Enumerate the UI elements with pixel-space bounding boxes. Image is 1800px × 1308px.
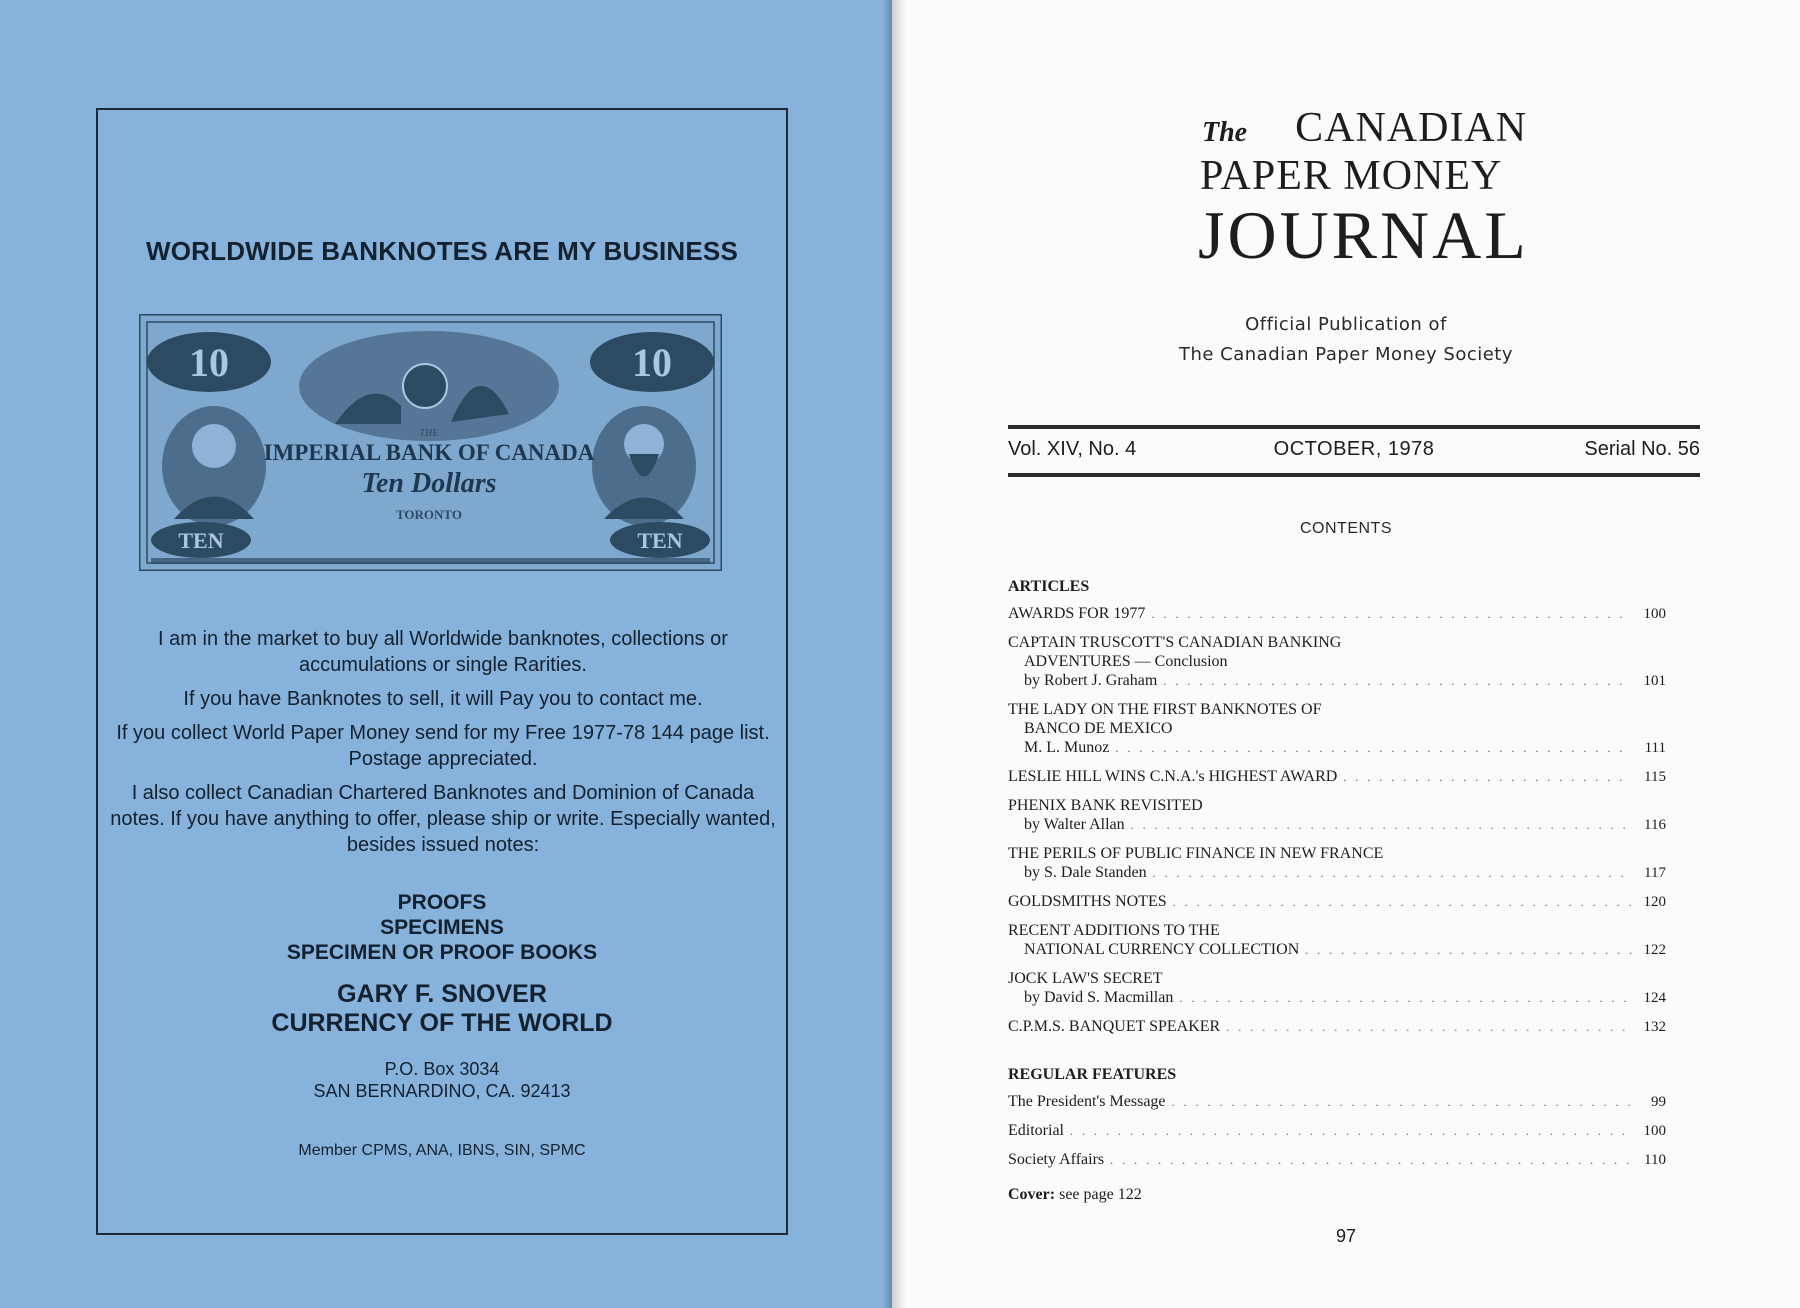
toc-title-line: RECENT ADDITIONS TO THE bbox=[1008, 922, 1220, 939]
toc-label: by Walter Allan bbox=[1024, 816, 1125, 833]
toc-title-line: JOCK LAW'S SECRET bbox=[1008, 970, 1163, 987]
toc-row bbox=[1008, 863, 1666, 883]
bottom-rule bbox=[1008, 473, 1700, 477]
toc-label: AWARDS FOR 1977 bbox=[1008, 605, 1146, 622]
toc-article-entry bbox=[1008, 892, 1666, 912]
toc-page-number: 122 bbox=[1643, 942, 1666, 958]
banknote-ten-right: TEN bbox=[637, 528, 683, 553]
journal-page bbox=[892, 0, 1800, 1308]
cover-text: see page 122 bbox=[1059, 1186, 1142, 1203]
ad-paragraph: If you have Banknotes to sell, it will Pay you to contact me. bbox=[183, 688, 703, 710]
toc-page-number: 100 bbox=[1643, 606, 1666, 622]
toc-leader-dots bbox=[1343, 768, 1632, 787]
masthead-canadian: CANADIAN bbox=[1295, 105, 1528, 151]
toc-row bbox=[1008, 1092, 1666, 1112]
banknote-bottom-strip bbox=[151, 558, 710, 564]
toc-page-number: 115 bbox=[1644, 769, 1666, 785]
toc-page-number: 99 bbox=[1651, 1094, 1666, 1110]
ad-body-text bbox=[108, 626, 778, 866]
toc-row bbox=[1008, 1017, 1666, 1037]
toc-article-entry bbox=[1008, 633, 1666, 691]
ad-paragraph: I also collect Canadian Chartered Banknotes and Dominion of Canada notes. If you have anything to offer, please ship or write. Especially wanted, besides issued notes: bbox=[110, 782, 776, 856]
cover-note bbox=[1008, 1186, 1142, 1204]
issue-date: OCTOBER, 1978 bbox=[1273, 438, 1435, 460]
page-gutter-shadow bbox=[892, 0, 906, 1308]
advertisement-page bbox=[0, 0, 892, 1308]
wanted-item: PROOFS bbox=[397, 891, 487, 914]
toc-row bbox=[1008, 988, 1666, 1008]
page-gutter-shadow bbox=[882, 0, 892, 1308]
toc-article-entry bbox=[1008, 796, 1666, 835]
banknote-image bbox=[139, 314, 722, 571]
banknote-city: TORONTO bbox=[396, 507, 462, 522]
articles-section bbox=[1008, 578, 1666, 1046]
toc-feature-entry bbox=[1008, 1121, 1666, 1141]
banknote-bank-name: IMPERIAL BANK OF CANADA bbox=[263, 440, 595, 465]
toc-row bbox=[1008, 1150, 1666, 1170]
issue-info-bar bbox=[1008, 438, 1700, 464]
toc-row bbox=[1008, 815, 1666, 835]
ad-paragraph: I am in the market to buy all Worldwide banknotes, collections or accumulations or single Rarities. bbox=[158, 628, 728, 676]
issue-serial: Serial No. 56 bbox=[1584, 438, 1700, 460]
toc-page-number: 101 bbox=[1643, 673, 1666, 689]
toc-leader-dots bbox=[1226, 1018, 1632, 1037]
masthead-journal: JOURNAL bbox=[1198, 197, 1529, 273]
toc-label: M. L. Munoz bbox=[1024, 739, 1110, 756]
dealer-name: GARY F. SNOVER bbox=[337, 980, 547, 1008]
toc-leader-dots bbox=[1131, 816, 1632, 835]
toc-leader-dots bbox=[1179, 989, 1632, 1008]
toc-row bbox=[1008, 940, 1666, 960]
official-line-2: The Canadian Paper Money Society bbox=[1178, 344, 1514, 365]
ad-headline: WORLDWIDE BANKNOTES ARE MY BUSINESS bbox=[145, 236, 739, 266]
toc-label: NATIONAL CURRENCY COLLECTION bbox=[1024, 941, 1300, 958]
toc-article-entry bbox=[1008, 700, 1666, 758]
toc-page-number: 100 bbox=[1643, 1123, 1666, 1139]
toc-feature-entry bbox=[1008, 1092, 1666, 1112]
toc-leader-dots bbox=[1151, 605, 1632, 624]
toc-row bbox=[1008, 738, 1666, 758]
toc-row bbox=[1008, 671, 1666, 691]
toc-leader-dots bbox=[1173, 893, 1632, 912]
toc-page-number: 124 bbox=[1643, 990, 1666, 1006]
toc-label: The President's Message bbox=[1008, 1093, 1166, 1110]
toc-leader-dots bbox=[1172, 1093, 1632, 1112]
features-section bbox=[1008, 1066, 1666, 1179]
masthead-the: The bbox=[1202, 117, 1248, 148]
toc-page-number: 120 bbox=[1643, 894, 1666, 910]
wanted-item: SPECIMEN OR PROOF BOOKS bbox=[286, 941, 598, 964]
articles-list bbox=[1008, 604, 1666, 1037]
banknote-amount: Ten Dollars bbox=[361, 468, 497, 499]
toc-title-line: THE LADY ON THE FIRST BANKNOTES OF bbox=[1008, 701, 1322, 718]
toc-article-entry bbox=[1008, 767, 1666, 787]
toc-leader-dots bbox=[1163, 672, 1632, 691]
cover-label: Cover: bbox=[1008, 1186, 1056, 1203]
issue-volume: Vol. XIV, No. 4 bbox=[1008, 438, 1137, 460]
address-line-2: SAN BERNARDINO, CA. 92413 bbox=[313, 1081, 571, 1101]
toc-leader-dots bbox=[1110, 1151, 1632, 1170]
toc-leader-dots bbox=[1070, 1122, 1632, 1141]
toc-title-line: CAPTAIN TRUSCOTT'S CANADIAN BANKING bbox=[1008, 634, 1342, 651]
toc-row bbox=[1008, 892, 1666, 912]
toc-title-line: ADVENTURES — Conclusion bbox=[1024, 653, 1228, 670]
toc-row bbox=[1008, 604, 1666, 624]
toc-row bbox=[1008, 1121, 1666, 1141]
toc-label: by David S. Macmillan bbox=[1024, 989, 1174, 1006]
page-number: 97 bbox=[1335, 1226, 1357, 1246]
toc-row bbox=[1008, 767, 1666, 787]
address-line-1: P.O. Box 3034 bbox=[384, 1059, 500, 1079]
toc-title-line: BANCO DE MEXICO bbox=[1024, 720, 1173, 737]
toc-label: Editorial bbox=[1008, 1122, 1064, 1139]
features-list bbox=[1008, 1092, 1666, 1170]
top-rule bbox=[1008, 425, 1700, 429]
toc-page-number: 117 bbox=[1644, 865, 1666, 881]
toc-label: Society Affairs bbox=[1008, 1151, 1105, 1168]
contents-heading: CONTENTS bbox=[1300, 520, 1392, 537]
toc-page-number: 132 bbox=[1643, 1019, 1666, 1035]
toc-leader-dots bbox=[1153, 864, 1632, 883]
toc-label: C.P.M.S. BANQUET SPEAKER bbox=[1008, 1018, 1221, 1035]
toc-label: LESLIE HILL WINS C.N.A.'s HIGHEST AWARD bbox=[1008, 768, 1338, 785]
toc-leader-dots bbox=[1305, 941, 1632, 960]
toc-article-entry bbox=[1008, 604, 1666, 624]
toc-feature-entry bbox=[1008, 1150, 1666, 1170]
official-publication bbox=[892, 310, 1800, 370]
dealer-address bbox=[98, 1058, 786, 1102]
official-line-1: Official Publication of bbox=[1245, 314, 1447, 335]
dealer-block bbox=[98, 980, 786, 1038]
masthead-paper-money: PAPER MONEY bbox=[1200, 153, 1503, 199]
toc-page-number: 110 bbox=[1644, 1152, 1666, 1168]
wanted-items bbox=[98, 890, 786, 965]
toc-label: by S. Dale Standen bbox=[1024, 864, 1147, 881]
toc-article-entry bbox=[1008, 844, 1666, 883]
toc-article-entry bbox=[1008, 969, 1666, 1008]
articles-heading: ARTICLES bbox=[1008, 578, 1090, 595]
toc-article-entry bbox=[1008, 1017, 1666, 1037]
portrait-left-face bbox=[192, 424, 236, 468]
features-heading: REGULAR FEATURES bbox=[1008, 1066, 1177, 1083]
ad-paragraph: If you collect World Paper Money send for my Free 1977-78 144 page list. Postage appreciated. bbox=[116, 722, 770, 770]
banknote-denomination-left: 10 bbox=[189, 340, 229, 385]
toc-label: by Robert J. Graham bbox=[1024, 672, 1158, 689]
toc-leader-dots bbox=[1115, 739, 1632, 758]
toc-title-line: PHENIX BANK REVISITED bbox=[1008, 797, 1203, 814]
banknote-denomination-right: 10 bbox=[632, 340, 672, 385]
dealer-business: CURRENCY OF THE WORLD bbox=[271, 1009, 613, 1037]
banknote-crest bbox=[403, 364, 447, 408]
banknote-ten-left: TEN bbox=[178, 528, 224, 553]
toc-page-number: 116 bbox=[1644, 817, 1666, 833]
toc-article-entry bbox=[1008, 921, 1666, 960]
toc-title-line: THE PERILS OF PUBLIC FINANCE IN NEW FRANCE bbox=[1008, 845, 1384, 862]
wanted-item: SPECIMENS bbox=[380, 916, 504, 939]
banknote-the: THE bbox=[419, 428, 439, 439]
memberships: Member CPMS, ANA, IBNS, SIN, SPMC bbox=[298, 1142, 586, 1159]
toc-label: GOLDSMITHS NOTES bbox=[1008, 893, 1167, 910]
advertisement-frame bbox=[96, 108, 788, 1235]
toc-page-number: 111 bbox=[1644, 740, 1666, 756]
